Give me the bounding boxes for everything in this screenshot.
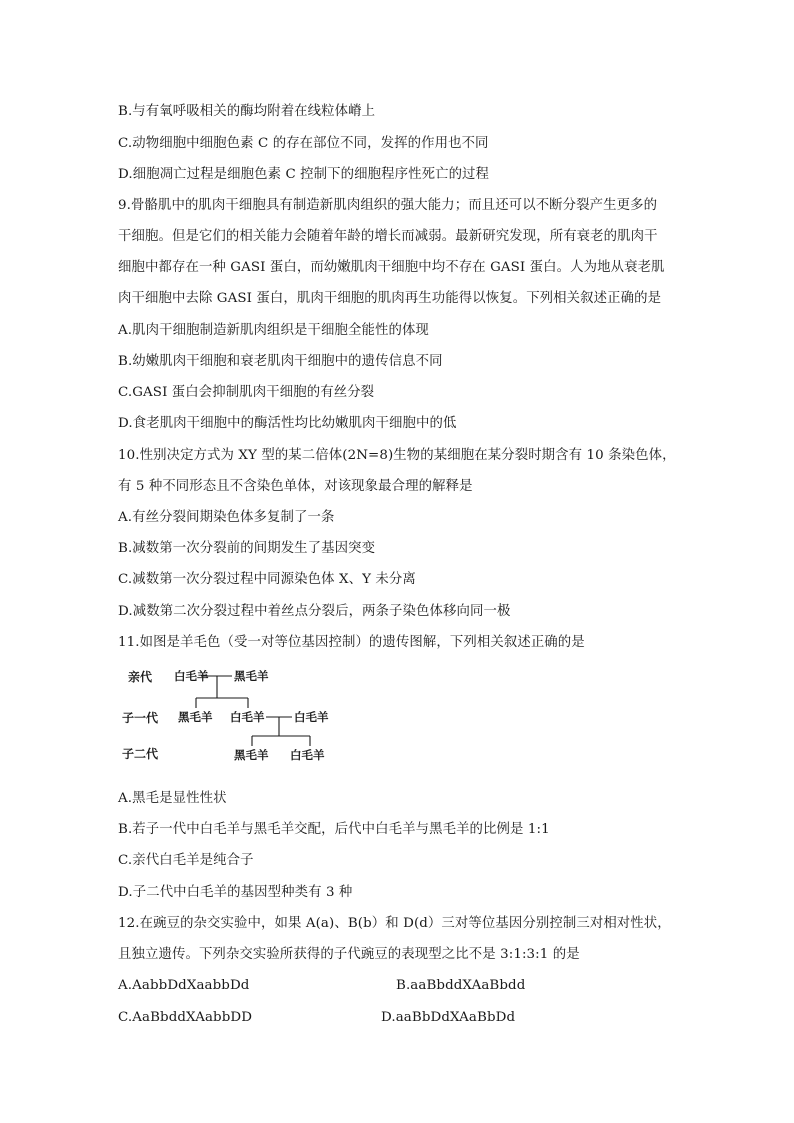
q9-stem-line-1: 9.骨骼肌中的肌肉干细胞具有制造新肌肉组织的强大能力；而且还可以不断分裂产生更多的	[118, 198, 658, 213]
q8-option-b: B.与有氧呼吸相关的酶均附着在线粒体嵴上	[118, 104, 376, 119]
q12-option-c: C.AaBbddXAabbDD	[118, 1010, 253, 1025]
f2-black-sheep: 黑毛羊	[234, 748, 269, 762]
f2-white-sheep: 白毛羊	[290, 748, 325, 762]
f1-white-sheep: 白毛羊	[230, 710, 265, 724]
q9-stem-line-4: 肉干细胞中去除 GASI 蛋白，肌肉干细胞的肌肉再生功能得以恢复。下列相关叙述正确的是	[118, 291, 662, 306]
q11-option-d: D.子二代中白毛羊的基因型种类有 3 种	[118, 885, 353, 900]
q11-stem: 11.如图是羊毛色（受一对等位基因控制）的遗传图解，下列相关叙述正确的是	[118, 635, 585, 650]
q8-option-c: C.动物细胞中细胞色素 C 的存在部位不同，发挥的作用也不同	[118, 136, 489, 151]
q10-option-b: B.减数第一次分裂前的间期发生了基因突变	[118, 541, 376, 556]
q12-stem-line-2: 且独立遗传。下列杂交实验所获得的子代豌豆的表现型之比不是 3:1:3:1 的是	[118, 947, 580, 962]
q9-option-a: A.肌肉干细胞制造新肌肉组织是干细胞全能性的体现	[118, 323, 429, 338]
pedigree-diagram	[118, 658, 348, 768]
q9-option-b: B.幼嫩肌肉干细胞和衰老肌肉干细胞中的遗传信息不同	[118, 354, 443, 369]
q9-stem-line-2: 干细胞。但是它们的相关能力会随着年龄的增长而减弱。最新研究发现，所有衰老的肌肉干	[118, 229, 658, 244]
q11-option-c: C.亲代白毛羊是纯合子	[118, 853, 254, 868]
q10-stem-line-1: 10.性别决定方式为 XY 型的某二倍体(2N=8)生物的某细胞在某分裂时期含有 10 条染色体，	[118, 448, 676, 463]
q8-option-d: D.细胞凋亡过程是细胞色素 C 控制下的细胞程序性死亡的过程	[118, 167, 490, 182]
parent-black-sheep: 黑毛羊	[234, 669, 269, 683]
f1-black-sheep: 黑毛羊	[178, 710, 213, 724]
q11-option-a: A.黑毛是显性性状	[118, 791, 227, 806]
f2-generation-label: 子二代	[122, 747, 159, 761]
q9-stem-line-3: 细胞中都存在一种 GASI 蛋白，而幼嫩肌肉干细胞中均不存在 GASI 蛋白。人为地从衰老肌	[118, 260, 665, 275]
parent-white-sheep: 白毛羊	[174, 669, 209, 683]
f1-mate-white-sheep: 白毛羊	[294, 710, 329, 724]
q9-option-d: D.食老肌肉干细胞中的酶活性均比幼嫩肌肉干细胞中的低	[118, 416, 457, 431]
q12-option-d: D.aaBbDdXAaBbDd	[381, 1010, 516, 1025]
q11-option-b: B.若子一代中白毛羊与黑毛羊交配，后代中白毛羊与黑毛羊的比例是 1:1	[118, 822, 550, 837]
q10-option-a: A.有丝分裂间期染色体多复制了一条	[118, 510, 335, 525]
q12-stem-line-1: 12.在豌豆的杂交实验中，如果 A(a)、B(b）和 D(d）三对等位基因分别控制三对相对性状，	[118, 916, 671, 931]
q10-option-c: C.减数第一次分裂过程中同源染色体 X、Y 未分离	[118, 572, 416, 587]
q12-option-a: A.AabbDdXaabbDd	[118, 978, 250, 993]
q9-option-c: C.GASI 蛋白会抑制肌肉干细胞的有丝分裂	[118, 385, 375, 400]
q10-option-d: D.减数第二次分裂过程中着丝点分裂后，两条子染色体移向同一极	[118, 604, 511, 619]
parent-generation-label: 亲代	[128, 670, 153, 684]
f1-generation-label: 子一代	[122, 711, 159, 725]
q10-stem-line-2: 有 5 种不同形态且不含染色单体，对该现象最合理的解释是	[118, 479, 473, 494]
q12-option-b: B.aaBbddXAaBbdd	[396, 978, 526, 993]
